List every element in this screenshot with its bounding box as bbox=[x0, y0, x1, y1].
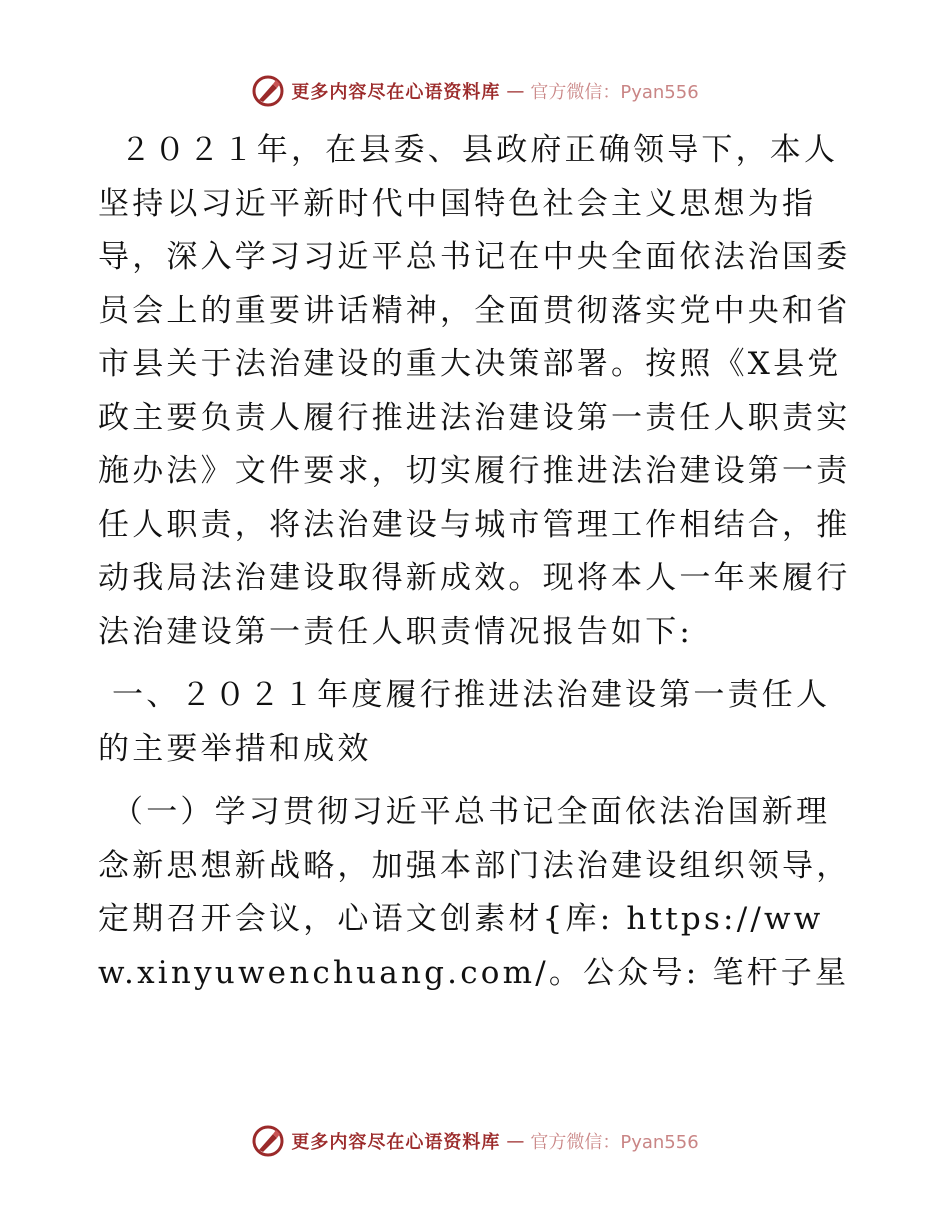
watermark-main-text: 更多内容尽在心语资料库 bbox=[291, 1132, 501, 1153]
intro-paragraph: ２０２１年，在县委、县政府正确领导下，本人坚持以习近平新时代中国特色社会主义思想为指导，深入学习习近平总书记在中央全面依法治国委员会上的重要讲话精神，全面贯彻落实党中央和省市县关于法治建设的重大决策部署。按照《X县党政主要负责人履行推进法治建设第一责任人职责实施办法》文件要求，切实履行推进法治建设第一责任人职责，将法治建设与城市管理工作相结合，推动我局法治建设取得新成效。现将本人一年来履行法治建设第一责任人职责情况报告如下: bbox=[98, 132, 851, 650]
pen-logo-icon bbox=[251, 74, 285, 108]
watermark-wechat-text: 官方微信：Pyan556 bbox=[530, 1132, 699, 1153]
watermark-separator: — bbox=[506, 80, 525, 102]
watermark-separator: — bbox=[506, 1130, 525, 1152]
watermark-wechat-text: 官方微信：Pyan556 bbox=[530, 82, 699, 103]
header-watermark bbox=[0, 74, 950, 108]
footer-watermark bbox=[0, 1124, 950, 1158]
document-body bbox=[98, 124, 858, 1000]
subsection-paragraph: （一）学习贯彻习近平总书记全面依法治国新理念新思想新战略，加强本部门法治建设组织领导，定期召开会议，心语文创素材{库: https://www.xinyuwenchuang.com/。公众号: 笔杆子星 bbox=[98, 794, 851, 991]
watermark-main-text: 更多内容尽在心语资料库 bbox=[291, 82, 501, 103]
pen-logo-icon bbox=[251, 1124, 285, 1158]
section-heading: 一、２０２１年度履行推进法治建设第一责任人的主要举措和成效 bbox=[98, 677, 831, 767]
